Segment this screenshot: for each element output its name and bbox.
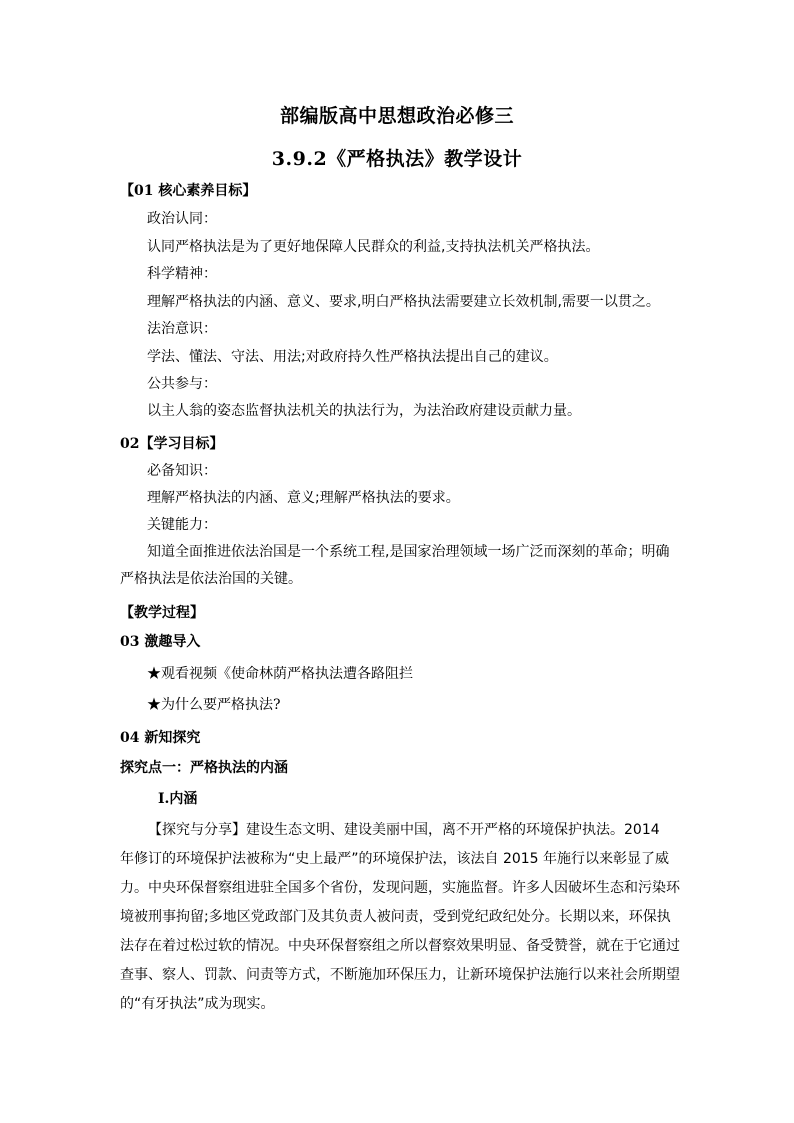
- goal-label-knowledge: 必备知识：: [147, 463, 217, 479]
- paragraph-line-1: 【探究与分享】建设生态文明、建设美丽中国，离不开严格的环境保护执法。2014: [148, 822, 660, 838]
- inquiry-point-title: 探究点一：严格执法的内涵: [120, 760, 288, 776]
- goal-label-science: 科学精神：: [147, 266, 217, 282]
- paragraph-line-5: 法存在着过松过软的情况。中央环保督察组之所以督察效果明显、备受赞誉，就在于它通过: [120, 938, 680, 954]
- section-heading-new-knowledge: 04 新知探究: [120, 730, 201, 746]
- bullet-why-strict: ★为什么要严格执法?: [147, 697, 281, 713]
- goal-label-public: 公共参与：: [147, 376, 217, 392]
- section-heading-core-literacy: 【01 核心素养目标】: [120, 183, 257, 199]
- paragraph-line-2: 年修订的环境保护法被称为“史上最严”的环境保护法，该法自 2015 年施行以来彰显了威: [120, 851, 670, 867]
- goal-text-science: 理解严格执法的内涵、意义、要求,明白严格执法需要建立长效机制,需要一以贯之。: [147, 294, 660, 310]
- sub-point-connotation: Ⅰ.内涵: [158, 791, 198, 807]
- section-heading-teaching-process: 【教学过程】: [120, 605, 204, 621]
- goal-text-public: 以主人翁的姿态监督执法机关的执法行为，为法治政府建设贡献力量。: [147, 403, 581, 419]
- goal-label-ability: 关键能力：: [147, 517, 217, 533]
- goal-text-knowledge: 理解严格执法的内涵、意义;理解严格执法的要求。: [147, 490, 460, 506]
- document-title: 部编版高中思想政治必修三: [279, 105, 514, 127]
- bullet-watch-video: ★观看视频《使命林荫严格执法遭各路阻拦: [147, 666, 413, 682]
- paragraph-lead: 【探究与分享】: [148, 822, 246, 838]
- goal-text-political: 认同严格执法是为了更好地保障人民群众的利益,支持执法机关严格执法。: [147, 239, 600, 255]
- goal-text-ability-line1: 知道全面推进依法治国是一个系统工程,是国家治理领域一场广泛而深刻的革命；明确: [147, 544, 670, 560]
- section-heading-learning-goals: 02【学习目标】: [120, 436, 224, 452]
- document-subtitle: 3.9.2《严格执法》教学设计: [271, 148, 523, 170]
- paragraph-line-4: 境被刑事拘留;多地区党政部门及其负责人被问责，受到党纪政纪处分。长期以来，环保执: [120, 909, 671, 925]
- paragraph-line-6: 查事、察人、罚款、问责等方式，不断施加环保压力，让新环境保护法施行以来社会所期望: [120, 967, 680, 983]
- goal-text-law: 学法、懂法、守法、用法;对政府持久性严格执法提出自己的建议。: [147, 349, 558, 365]
- paragraph-line-3: 力。中央环保督察组进驻全国多个省份，发现问题，实施监督。许多人因破坏生态和污染环: [120, 880, 680, 896]
- goal-label-political: 政治认同：: [147, 211, 217, 227]
- section-heading-intro: 03 激趣导入: [120, 634, 201, 650]
- goal-label-law: 法治意识：: [147, 321, 217, 337]
- goal-text-ability-line2: 严格执法是依法治国的关键。: [120, 571, 302, 587]
- inquiry-paragraph: [120, 816, 680, 1019]
- paragraph-line-7: 的“有牙执法”成为现实。: [120, 996, 275, 1012]
